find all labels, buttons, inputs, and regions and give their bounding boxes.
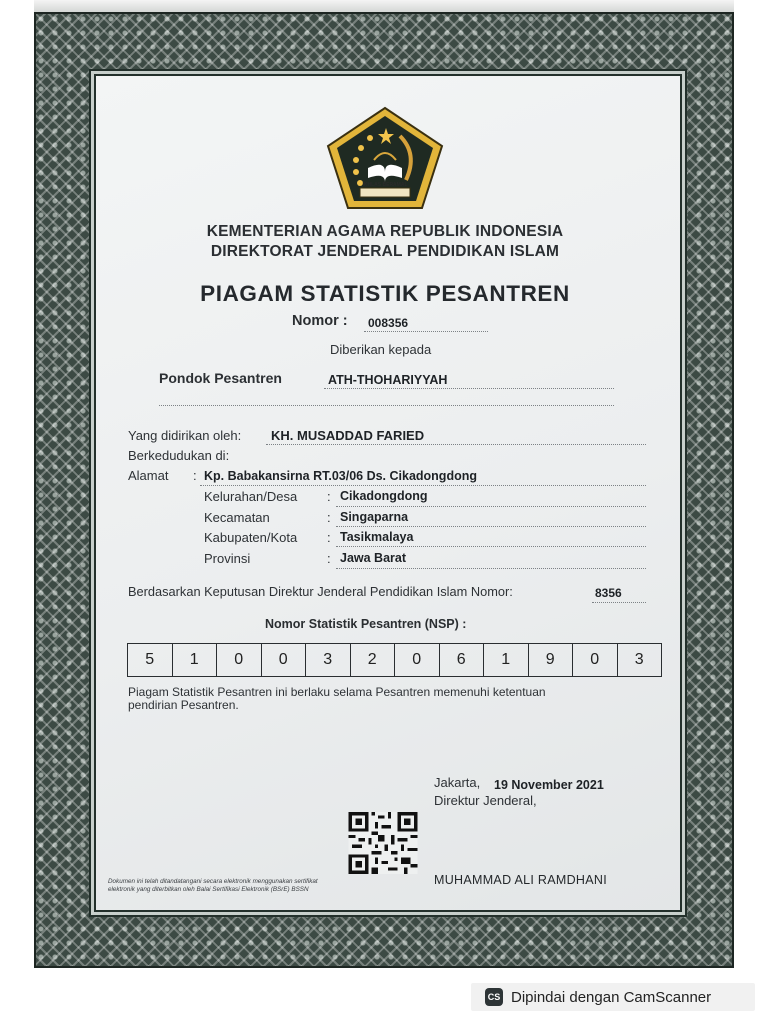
- kelurahan-label: Kelurahan/Desa: [204, 489, 298, 504]
- kemenag-emblem-icon: [326, 106, 444, 210]
- footer-note-line-2: elektronik yang diterbitkan oleh Balai Sertifikasi Elektronik (BSrE) BSSN: [108, 886, 309, 893]
- pesantren-dotline-1: [324, 388, 614, 389]
- nsp-label: Nomor Statistik Pesantren (NSP) :: [265, 617, 467, 631]
- kelurahan-value: Cikadongdong: [340, 489, 428, 503]
- number-dotline: [364, 331, 488, 332]
- kabupaten-dotline: [336, 546, 646, 547]
- signatory-name: MUHAMMAD ALI RAMDHANI: [434, 873, 607, 887]
- nsp-digit: 0: [395, 644, 440, 676]
- number-label: Nomor :: [292, 313, 348, 329]
- kelurahan-dotline: [336, 506, 646, 507]
- ministry-line-2: DIREKTORAT JENDERAL PENDIDIKAN ISLAM: [210, 243, 560, 260]
- located-label: Berkedudukan di:: [128, 448, 230, 463]
- alamat-value: Kp. Babakansirna RT.03/06 Ds. Cikadongdong: [204, 469, 477, 483]
- camscanner-text: Dipindai dengan CamScanner: [511, 988, 712, 1006]
- pesantren-dotline-2: [159, 405, 614, 406]
- kecamatan-dotline: [336, 526, 646, 527]
- signature-date: 19 November 2021: [494, 778, 604, 792]
- kabupaten-label: Kabupaten/Kota: [204, 530, 298, 545]
- alamat-colon: :: [193, 468, 197, 483]
- camscanner-icon: CS: [485, 988, 503, 1006]
- nsp-digit: 1: [173, 644, 218, 676]
- provinsi-value: Jawa Barat: [340, 551, 407, 565]
- signature-position: Direktur Jenderal,: [434, 793, 537, 808]
- nsp-digit: 6: [440, 644, 485, 676]
- kecamatan-colon: :: [327, 510, 331, 525]
- alamat-dotline: [200, 485, 646, 486]
- footer-note-line-1: Dokumen ini telah ditandatangani secara elektronik menggunakan sertifikat: [108, 878, 318, 885]
- decree-number: 8356: [595, 586, 622, 600]
- number-value: 008356: [368, 316, 409, 330]
- validity-line-1: Piagam Statistik Pesantren ini berlaku selama Pesantren memenuhi ketentuan: [128, 685, 546, 699]
- validity-line-2: pendirian Pesantren.: [128, 698, 239, 712]
- nsp-digit: 3: [634, 651, 644, 668]
- nsp-digit: 2: [351, 644, 396, 676]
- camscanner-badge: [471, 983, 755, 1011]
- nsp-digit: 0: [262, 644, 307, 676]
- pesantren-name: ATH-THOHARIYYAH: [328, 373, 448, 387]
- nsp-digit: 1: [484, 644, 529, 676]
- kelurahan-colon: :: [327, 489, 331, 504]
- founder-dotline: [266, 444, 646, 445]
- nsp-digit: 5: [128, 644, 173, 676]
- provinsi-label: Provinsi: [204, 551, 251, 566]
- founder-name: KH. MUSADDAD FARIED: [271, 428, 425, 443]
- decree-dotline: [592, 602, 646, 603]
- pesantren-label: Pondok Pesantren: [159, 370, 282, 386]
- signature-place: Jakarta,: [434, 775, 481, 790]
- given-to-label: Diberikan kepada: [330, 342, 432, 357]
- kecamatan-value: Singaparna: [340, 510, 409, 524]
- nsp-digit: 9: [529, 644, 574, 676]
- emblem-motto: IKHLAS BERAMAL: [362, 182, 408, 188]
- nsp-digit: 0: [217, 644, 262, 676]
- provinsi-dotline: [336, 568, 646, 569]
- alamat-label: Alamat: [128, 468, 169, 483]
- nsp-digit: 3: [306, 644, 351, 676]
- provinsi-colon: :: [327, 551, 331, 566]
- qr-code-icon: [348, 812, 418, 874]
- nsp-digit-boxes: [127, 643, 662, 677]
- kabupaten-colon: :: [327, 530, 331, 545]
- decree-text: Berdasarkan Keputusan Direktur Jenderal Pendidikan Islam Nomor:: [128, 584, 513, 599]
- certificate-title: PIAGAM STATISTIK PESANTREN: [200, 281, 570, 306]
- founder-label: Yang didirikan oleh:: [128, 428, 242, 443]
- kabupaten-value: Tasikmalaya: [340, 530, 414, 544]
- nsp-digit: 0: [573, 644, 618, 676]
- kecamatan-label: Kecamatan: [204, 510, 270, 525]
- ministry-line-1: KEMENTERIAN AGAMA REPUBLIK INDONESIA: [206, 223, 564, 240]
